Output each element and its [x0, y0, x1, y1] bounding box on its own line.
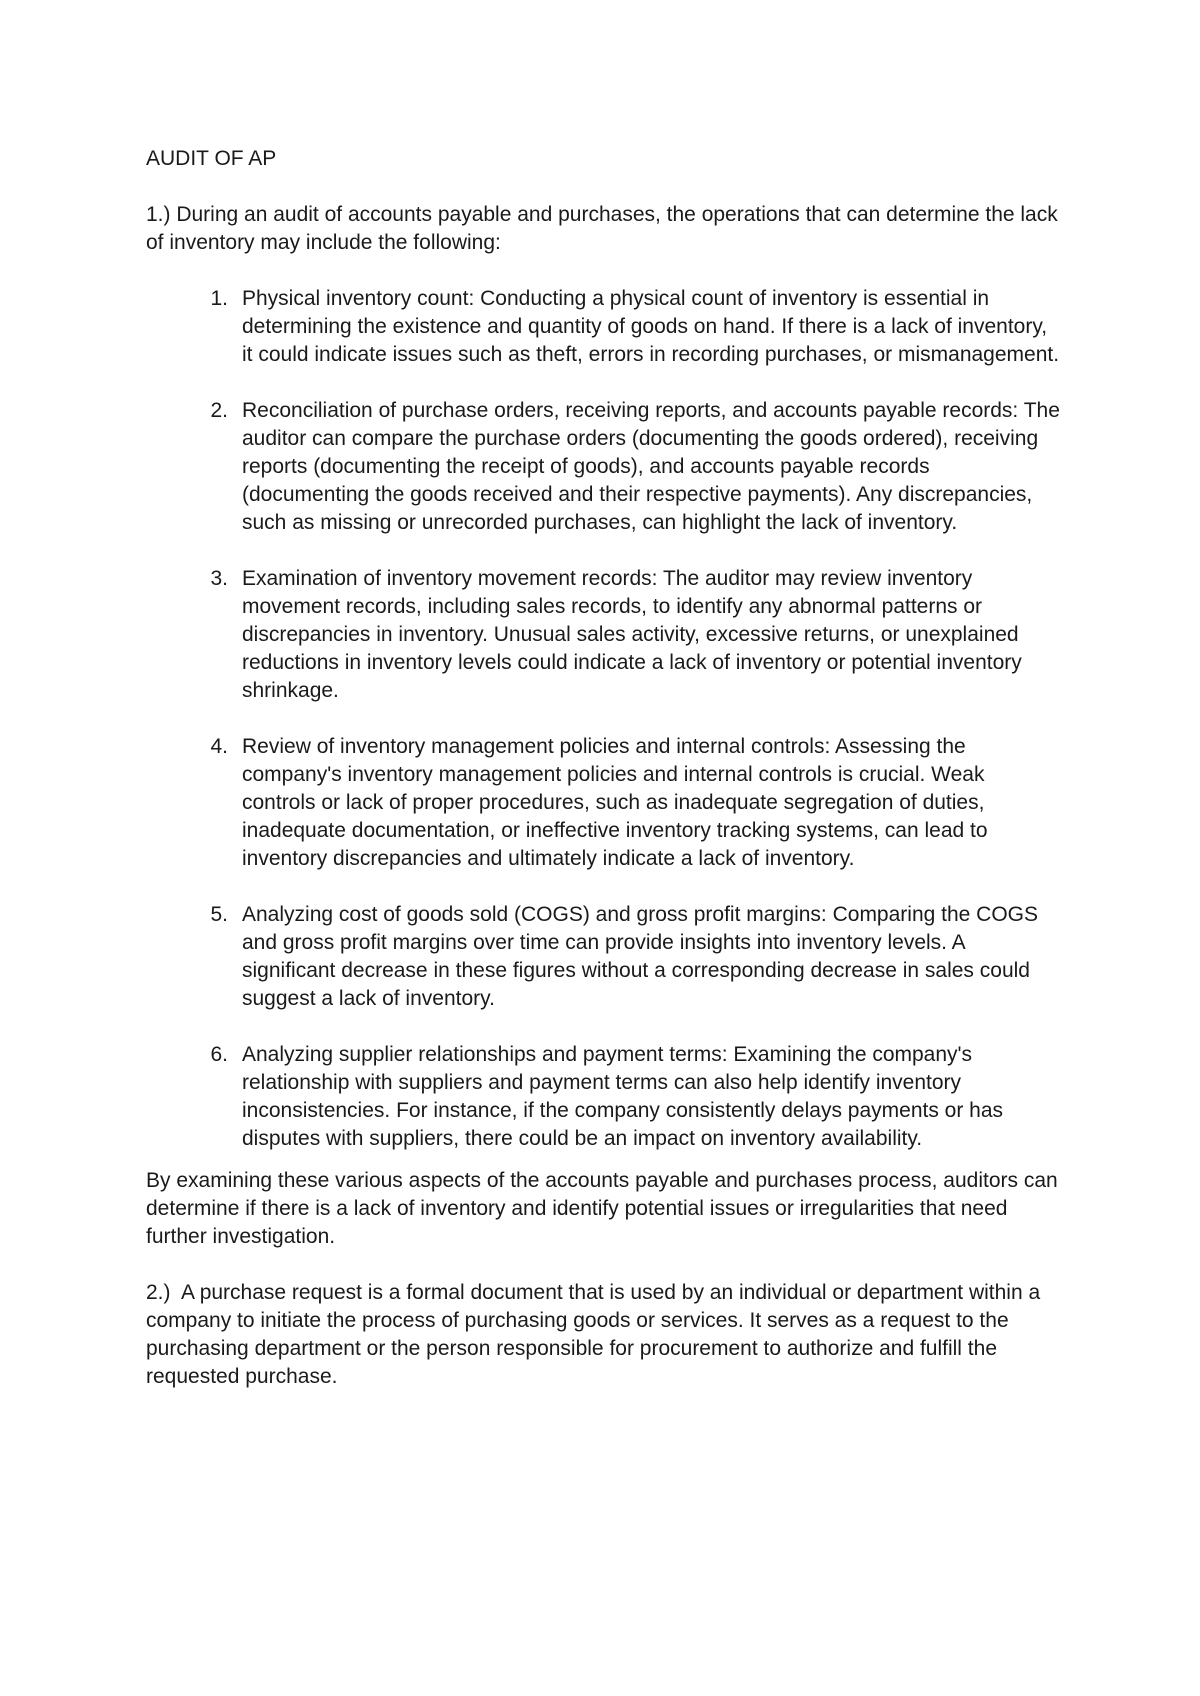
question-2-answer: 2.) A purchase request is a formal document that is used by an individual or department within a company to initiate the process of purchasing goods or services. It serves as a request to the purchasing department or the person responsible for procurement to authorize and fulfill the requested purchase.: [146, 1281, 1047, 1388]
operations-list: [146, 285, 1060, 1153]
list-item-number: 6.: [210, 1043, 228, 1066]
list-item: [146, 733, 1060, 873]
list-item: [146, 397, 1060, 537]
list-item-text: Analyzing cost of goods sold (COGS) and gross profit margins: Comparing the COGS and gross profit margins over time can provide insights into inventory levels. A significant decrease in these figures without a corresponding decrease in sales could suggest a lack of inventory.: [242, 903, 1039, 1010]
list-item-text: Review of inventory management policies and internal controls: Assessing the company's inventory management policies and internal controls is crucial. Weak controls or lack of proper procedures, such as inadequate segregation of duties, inadequate documentation, or ineffective inventory tracking systems, can lead to inventory discrepancies and ultimately indicate a lack of inventory.: [242, 735, 988, 870]
list-item-text: Reconciliation of purchase orders, receiving reports, and accounts payable records: The auditor can compare the purchase orders (documenting the goods ordered), receiving reports (documenting the receipt of goods), and accounts payable records (documenting the goods received and their respective payments). Any discrepancies, such as missing or unrecorded purchases, can highlight the lack of inventory.: [242, 399, 1060, 534]
question-1-intro: 1.) During an audit of accounts payable and purchases, the operations that can determine the lack of inventory may include the following:: [146, 203, 1058, 254]
list-item-text: Analyzing supplier relationships and payment terms: Examining the company's relationship with suppliers and payment terms can also help identify inventory inconsistencies. For instance, if the company consistently delays payments or has disputes with suppliers, there could be an impact on inventory availability.: [242, 1043, 1004, 1150]
list-item-number: 2.: [210, 399, 228, 422]
list-item-number: 4.: [210, 735, 228, 758]
question-1-conclusion: By examining these various aspects of the accounts payable and purchases process, auditors can determine if there is a lack of inventory and identify potential issues or irregularities that need further investigation.: [146, 1169, 1058, 1248]
list-item: [146, 565, 1060, 705]
list-item: [146, 901, 1060, 1013]
list-item-text: Physical inventory count: Conducting a physical count of inventory is essential in determining the existence and quantity of goods on hand. If there is a lack of inventory, it could indicate issues such as theft, errors in recording purchases, or mismanagement.: [242, 287, 1060, 366]
list-item: [146, 285, 1060, 369]
document-title: AUDIT OF AP: [146, 147, 277, 170]
list-item-number: 1.: [210, 287, 228, 310]
list-item-number: 5.: [210, 903, 228, 926]
list-item-text: Examination of inventory movement records: The auditor may review inventory movement records, including sales records, to identify any abnormal patterns or discrepancies in inventory. Unusual sales activity, excessive returns, or unexplained reductions in inventory levels could indicate a lack of inventory or potential inventory shrinkage.: [242, 567, 1022, 702]
list-item: [146, 1041, 1060, 1153]
list-item-number: 3.: [210, 567, 228, 590]
